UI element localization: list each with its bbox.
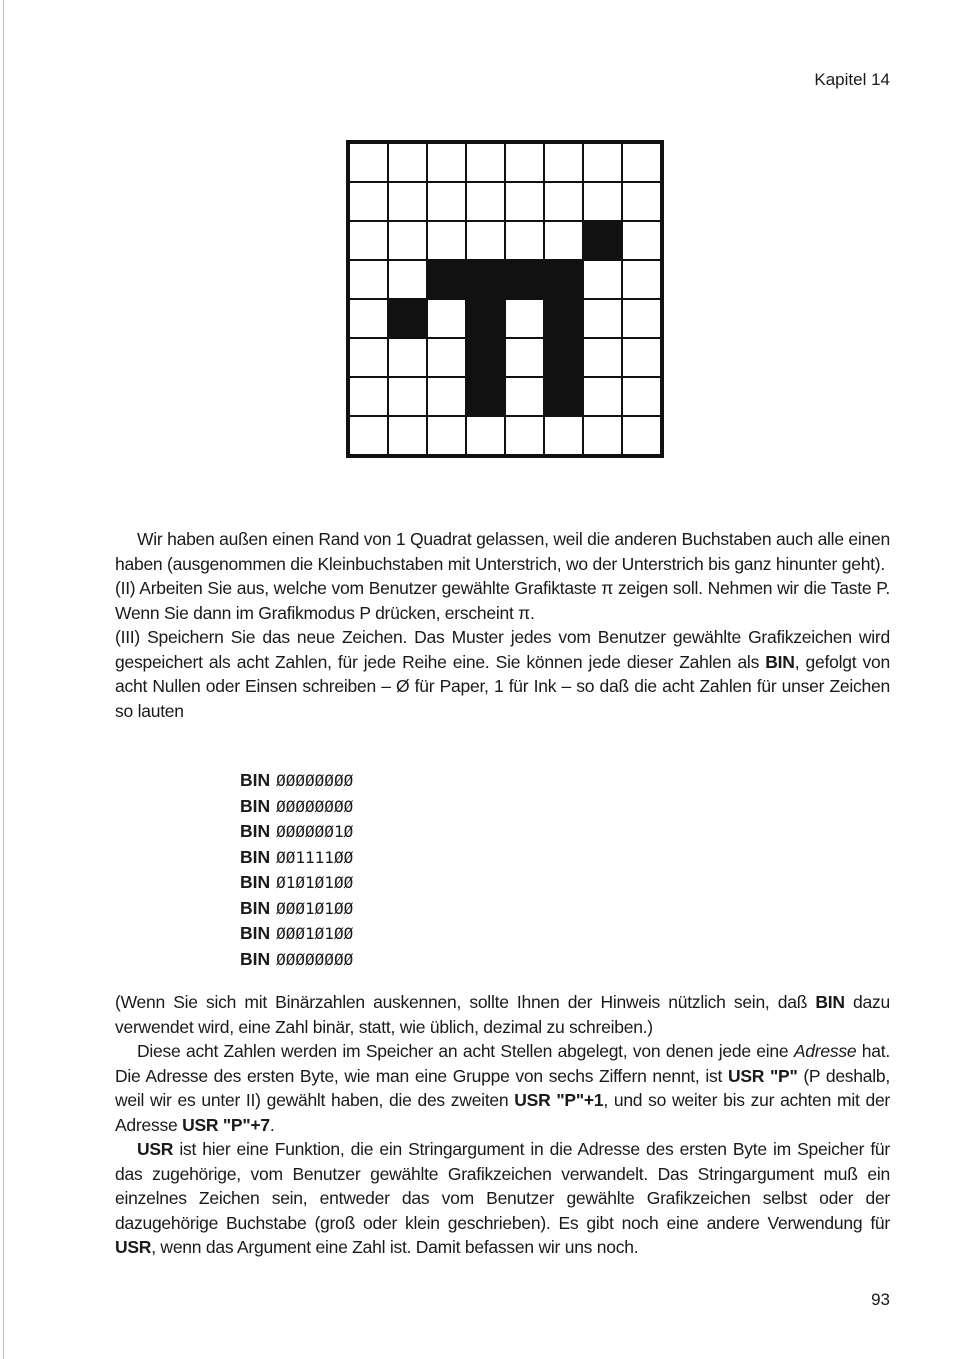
- grid-cell: [388, 260, 427, 299]
- grid-cell: [505, 338, 544, 377]
- grid-cell: [349, 299, 388, 338]
- bin-keyword: BIN: [240, 846, 271, 867]
- grid-cell: [349, 416, 388, 455]
- p5-text-d: , und so weiter bis zur achten mit der Adresse: [115, 1090, 890, 1135]
- grid-cell: [622, 299, 661, 338]
- paragraph-border-explanation: Wir haben außen einen Rand von 1 Quadrat gelassen, weil die anderen Buchstaben auch alle einen haben (ausgenommen die Kleinbuchstaben mit Unterstrich, wo der Unterstrich bis ganz hinunter geht).: [115, 529, 890, 574]
- p5-text-e: .: [269, 1114, 275, 1135]
- bin-line: [240, 947, 353, 973]
- bin-digits: Ø1Ø1Ø1ØØ: [276, 873, 354, 892]
- grid-cell: [466, 338, 505, 377]
- bin-digits: ØØØØØØØØ: [276, 771, 354, 790]
- paragraph-addresses: [115, 1039, 890, 1137]
- chapter-header: Kapitel 14: [814, 70, 890, 89]
- bin-digits: ØØØØØØØØ: [276, 949, 354, 969]
- p5-usr-p-plus-1: USR "P"+1: [514, 1090, 604, 1110]
- grid-cell: [622, 182, 661, 221]
- grid-cell: [583, 299, 622, 338]
- grid-cell: [427, 260, 466, 299]
- grid-cell: [544, 299, 583, 338]
- bin-line: [240, 819, 353, 845]
- grid-cell: [466, 260, 505, 299]
- grid-cell: [427, 416, 466, 455]
- grid-cell: [544, 260, 583, 299]
- grid-cell: [427, 338, 466, 377]
- bin-keyword: BIN: [240, 795, 271, 816]
- grid-cell: [544, 338, 583, 377]
- grid-cell: [427, 221, 466, 260]
- bin-line: [240, 794, 353, 820]
- p4-bin-keyword: BIN: [815, 992, 845, 1012]
- p6-text-a: ist hier eine Funktion, die ein Stringargument in die Adresse des ersten Byte im Speicher für das zugehörige, vom Benutzer gewählte Grafikzeichen verwandelt. Das Stringargument muß ein einzelnes Zeichen sein, entweder das vom Benutzer gewählte Grafikzeichen selbst oder der dazugehörige Buchstabe (groß oder klein geschrieben). Es gibt noch eine andere Verwendung für: [115, 1139, 890, 1233]
- paragraph-step-3: [115, 625, 890, 723]
- grid-cell: [505, 260, 544, 299]
- grid-cell: [583, 377, 622, 416]
- grid-cell: [466, 182, 505, 221]
- p4-text-b: dazu verwendet wird, eine Zahl binär, statt, wie üblich, dezimal zu schreiben.): [115, 992, 891, 1037]
- grid-cell: [505, 299, 544, 338]
- grid-cell: [388, 182, 427, 221]
- body-text-top: [115, 527, 890, 723]
- grid-cell: [349, 260, 388, 299]
- grid-cell: [388, 143, 427, 182]
- grid-cell: [388, 338, 427, 377]
- grid-cell: [388, 299, 427, 338]
- grid-cell: [349, 338, 388, 377]
- bin-keyword: BIN: [240, 770, 271, 790]
- grid-cell: [544, 221, 583, 260]
- p4-text-a: (Wenn Sie sich mit Binärzahlen auskennen, sollte Ihnen der Hinweis nützlich sein, daß: [115, 992, 816, 1012]
- grid-cell: [505, 221, 544, 260]
- paragraph-binary-note: [115, 990, 890, 1039]
- grid-cell: [349, 221, 388, 260]
- bin-keyword: BIN: [240, 923, 271, 943]
- grid-cell: [427, 299, 466, 338]
- grid-cell: [505, 377, 544, 416]
- grid-cell: [427, 377, 466, 416]
- page-edge-line: [3, 0, 4, 1359]
- bin-line: [240, 870, 353, 896]
- grid-cell: [388, 416, 427, 455]
- bin-keyword: BIN: [240, 821, 271, 841]
- grid-cell: [583, 260, 622, 299]
- grid-cell: [583, 221, 622, 260]
- grid-cell: [583, 143, 622, 182]
- grid-cell: [466, 299, 505, 338]
- bin-digits: ØØ1111ØØ: [276, 847, 354, 867]
- grid-cell: [544, 377, 583, 416]
- p5-usr-p: USR "P": [727, 1065, 798, 1086]
- paragraph-step-2: (II) Arbeiten Sie aus, welche vom Benutzer gewählte Grafiktaste π zeigen soll. Nehmen wir die Taste P. Wenn Sie dann im Grafikmodus P drücken, erscheint π.: [115, 578, 890, 623]
- p6-usr-keyword: USR: [137, 1139, 174, 1159]
- bin-line: [240, 768, 353, 794]
- grid-cell: [505, 143, 544, 182]
- grid-cell: [622, 143, 661, 182]
- bin-keyword: BIN: [240, 897, 271, 918]
- bin-line: [240, 896, 353, 922]
- p5-adresse-italic: Adresse: [793, 1041, 857, 1061]
- grid-cell: [349, 143, 388, 182]
- p5-usr-p-plus-7: USR "P"+7: [182, 1114, 270, 1135]
- grid-cell: [622, 416, 661, 455]
- grid-cell: [583, 416, 622, 455]
- grid-cell: [544, 416, 583, 455]
- grid-cell: [427, 143, 466, 182]
- grid-cell: [466, 416, 505, 455]
- page-number: 93: [871, 1290, 890, 1309]
- grid-cell: [622, 260, 661, 299]
- grid-cell: [466, 143, 505, 182]
- grid-cell: [583, 182, 622, 221]
- grid-cell: [544, 182, 583, 221]
- grid-cell: [544, 143, 583, 182]
- grid-cell: [466, 221, 505, 260]
- p5-text-c: (P deshalb, weil wir es unter II) gewählt haben, die des zweiten: [115, 1065, 891, 1110]
- grid-cell: [622, 221, 661, 260]
- bin-line: [240, 921, 353, 947]
- p6-usr-keyword-2: USR: [115, 1237, 152, 1257]
- grid-cell: [388, 377, 427, 416]
- grid-cell: [505, 182, 544, 221]
- paragraph-usr-function: [115, 1137, 890, 1260]
- p5-text-b: hat. Die Adresse des ersten Byte, wie man eine Gruppe von sechs Ziffern nennt, ist: [115, 1041, 890, 1086]
- bin-digits: ØØØ1Ø1ØØ: [276, 898, 354, 918]
- character-pixel-grid: [346, 140, 664, 458]
- body-text-bottom: [115, 990, 890, 1260]
- p3-bin-keyword: BIN: [765, 651, 795, 672]
- p6-text-b: , wenn das Argument eine Zahl ist. Damit befassen wir uns noch.: [151, 1237, 639, 1257]
- bin-keyword: BIN: [240, 948, 271, 969]
- grid-cell: [622, 377, 661, 416]
- grid-cell: [622, 338, 661, 377]
- grid-cell: [466, 377, 505, 416]
- grid-cell: [583, 338, 622, 377]
- p5-text-a: Diese acht Zahlen werden im Speicher an acht Stellen abgelegt, von denen jede eine: [137, 1041, 794, 1061]
- bin-listing: [240, 768, 353, 972]
- grid-cell: [349, 377, 388, 416]
- grid-cell: [505, 416, 544, 455]
- p3-text-b: , gefolgt von acht Nullen oder Einsen schreiben – Ø für Paper, 1 für Ink – so daß die acht Zahlen für unser Zeichen so lauten: [115, 651, 890, 721]
- bin-digits: ØØØØØØ1Ø: [276, 822, 354, 841]
- grid-cell: [349, 182, 388, 221]
- p3-text-a: (III) Speichern Sie das neue Zeichen. Das Muster jedes vom Benutzer gewählte Grafikzeichen wird gespeichert als acht Zahlen, für jede Reihe eine. Sie können jede dieser Zahlen als: [115, 627, 890, 672]
- grid-cell: [388, 221, 427, 260]
- grid-cell: [427, 182, 466, 221]
- bin-digits: ØØØØØØØØ: [276, 796, 354, 816]
- bin-line: [240, 845, 353, 871]
- bin-digits: ØØØ1Ø1ØØ: [276, 924, 354, 943]
- bin-keyword: BIN: [240, 872, 271, 892]
